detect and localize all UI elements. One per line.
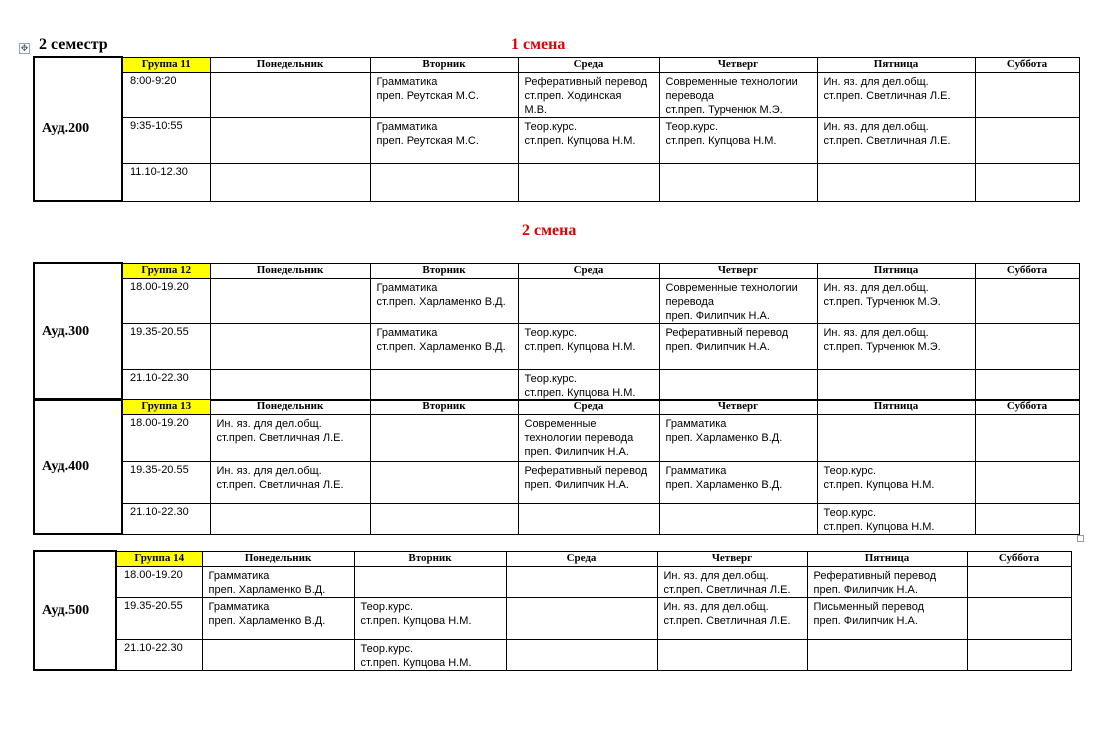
class-cell[interactable]	[975, 117, 1079, 163]
schedule-row	[34, 414, 1079, 461]
time-slot: 18.00-19.20	[122, 278, 210, 323]
class-cell[interactable]	[975, 414, 1079, 461]
time-slot: 18.00-19.20	[116, 566, 202, 597]
class-cell[interactable]	[210, 323, 370, 369]
class-cell[interactable]	[967, 566, 1071, 597]
class-cell-line: ст.преп. Светличная Л.Е.	[823, 134, 951, 147]
class-cell-line: Письменный перевод	[813, 600, 925, 613]
class-cell[interactable]	[975, 503, 1079, 534]
class-cell[interactable]	[506, 639, 657, 670]
class-cell-line: преп. Филипчик Н.А.	[524, 478, 629, 491]
class-cell-line: Современные технологии	[665, 75, 798, 88]
class-cell-line: Грамматика	[376, 281, 438, 294]
class-cell[interactable]	[210, 72, 370, 117]
resize-handle-icon[interactable]	[1077, 535, 1084, 542]
class-cell-line: Ин. яз. для дел.общ.	[663, 569, 769, 582]
schedule-row	[34, 72, 1079, 117]
class-cell[interactable]	[975, 72, 1079, 117]
class-cell[interactable]	[817, 414, 975, 461]
time-slot: 19.35-20.55	[122, 323, 210, 369]
group-label: Группа 11	[122, 57, 210, 72]
class-cell[interactable]	[370, 72, 518, 117]
class-cell-line: преп. Филипчик Н.А.	[665, 340, 770, 353]
time-slot: 11.10-12.30	[122, 163, 210, 201]
time-slot: 21.10-22.30	[122, 369, 210, 400]
class-cell[interactable]	[354, 597, 506, 639]
group-label: Группа 13	[122, 399, 210, 414]
class-cell-line: перевода	[665, 89, 714, 102]
shift-1-title: 1 смена	[511, 36, 566, 53]
class-cell[interactable]	[202, 597, 354, 639]
class-cell-line: ст.преп. Светличная Л.Е.	[216, 478, 344, 491]
schedule-row	[34, 369, 1079, 400]
class-cell[interactable]	[659, 414, 817, 461]
day-header: Пятница	[817, 263, 975, 278]
class-cell[interactable]	[518, 278, 659, 323]
class-cell[interactable]	[518, 323, 659, 369]
day-header: Понедельник	[210, 57, 370, 72]
class-cell[interactable]	[817, 369, 975, 400]
class-cell[interactable]	[518, 117, 659, 163]
schedule-row	[34, 461, 1079, 503]
schedule-table	[33, 398, 1080, 535]
class-cell[interactable]	[210, 369, 370, 400]
day-header: Вторник	[370, 399, 518, 414]
class-cell-line: Грамматика	[376, 326, 438, 339]
class-cell-line: преп. Филипчик Н.А.	[524, 445, 629, 458]
class-cell[interactable]	[210, 414, 370, 461]
class-cell[interactable]	[807, 597, 967, 639]
class-cell[interactable]	[657, 639, 807, 670]
class-cell-line: преп. Реутская М.С.	[376, 89, 479, 102]
time-slot: 18.00-19.20	[122, 414, 210, 461]
class-cell-line: ст.преп. Харламенко В.Д.	[376, 295, 506, 308]
schedule-table	[33, 550, 1072, 671]
day-header: Среда	[518, 263, 659, 278]
class-cell-line: Реферативный перевод	[665, 326, 789, 339]
class-cell-line: ст.преп. Светличная Л.Е.	[216, 431, 344, 444]
day-header: Пятница	[817, 57, 975, 72]
day-header: Суббота	[975, 57, 1079, 72]
class-cell[interactable]	[657, 597, 807, 639]
class-cell-line: ст.преп. Светличная Л.Е.	[823, 89, 951, 102]
class-cell[interactable]	[659, 278, 817, 323]
time-slot: 8:00-9:20	[122, 72, 210, 117]
class-cell-line: Ин. яз. для дел.общ.	[823, 120, 929, 133]
move-handle-icon[interactable]: ✥	[20, 44, 29, 54]
class-cell[interactable]	[518, 369, 659, 400]
class-cell[interactable]	[975, 461, 1079, 503]
auditorium-label: Ауд.300	[34, 263, 122, 400]
class-cell[interactable]	[370, 163, 518, 201]
class-cell[interactable]	[518, 461, 659, 503]
class-cell[interactable]	[518, 72, 659, 117]
day-header: Четверг	[659, 263, 817, 278]
day-header: Вторник	[370, 263, 518, 278]
schedule-row	[34, 163, 1079, 201]
class-cell[interactable]	[659, 163, 817, 201]
class-cell[interactable]	[518, 163, 659, 201]
class-cell-line: ст.преп. Светличная Л.Е.	[663, 583, 791, 596]
class-cell[interactable]	[659, 323, 817, 369]
class-cell[interactable]	[370, 117, 518, 163]
class-cell[interactable]	[817, 72, 975, 117]
class-cell-line: Грамматика	[208, 569, 270, 582]
class-cell[interactable]	[370, 278, 518, 323]
class-cell-line: Ин. яз. для дел.общ.	[823, 326, 929, 339]
class-cell-line: ст.преп. Светличная Л.Е.	[663, 614, 791, 627]
class-cell-line: Теор.курс.	[524, 120, 577, 133]
class-cell[interactable]	[354, 566, 506, 597]
time-slot: 19.35-20.55	[122, 461, 210, 503]
schedule-table	[33, 56, 1080, 202]
class-cell-line: преп. Харламенко В.Д.	[665, 431, 783, 444]
class-cell-line: Теор.курс.	[360, 600, 413, 613]
class-cell-line: Современные	[524, 417, 597, 430]
day-header: Понедельник	[210, 399, 370, 414]
class-cell[interactable]	[975, 278, 1079, 323]
class-cell-line: преп. Реутская М.С.	[376, 134, 479, 147]
class-cell-line: ст.преп. Купцова Н.М.	[823, 478, 935, 491]
day-header: Среда	[506, 551, 657, 566]
auditorium-label: Ауд.500	[34, 551, 116, 670]
class-cell[interactable]	[817, 323, 975, 369]
schedule-row	[34, 597, 1071, 639]
class-cell[interactable]	[975, 369, 1079, 400]
group-label: Группа 12	[122, 263, 210, 278]
class-cell-line: Ин. яз. для дел.общ.	[663, 600, 769, 613]
class-cell[interactable]	[967, 639, 1071, 670]
class-cell[interactable]	[370, 461, 518, 503]
time-slot: 21.10-22.30	[122, 503, 210, 534]
class-cell-line: ст.преп. Ходинская	[524, 89, 622, 102]
class-cell-line: Грамматика	[376, 75, 438, 88]
class-cell-line: перевода	[665, 295, 714, 308]
class-cell-line: ст.преп. Купцова Н.М.	[524, 134, 636, 147]
auditorium-label: Ауд.200	[34, 57, 122, 201]
class-cell-line: ст.преп. Турченюк М.Э.	[665, 103, 783, 116]
class-cell[interactable]	[210, 163, 370, 201]
class-cell[interactable]	[807, 639, 967, 670]
class-cell-line: Теор.курс.	[524, 326, 577, 339]
semester-title: 2 семестр	[39, 36, 108, 53]
class-cell-line: ст.преп. Харламенко В.Д.	[376, 340, 506, 353]
class-cell[interactable]	[370, 503, 518, 534]
class-cell[interactable]	[817, 461, 975, 503]
class-cell-line: Теор.курс.	[360, 642, 413, 655]
day-header: Среда	[518, 399, 659, 414]
class-cell[interactable]	[659, 369, 817, 400]
class-cell[interactable]	[202, 566, 354, 597]
class-cell[interactable]	[354, 639, 506, 670]
schedule-row	[34, 639, 1071, 670]
class-cell-line: М.В.	[524, 103, 548, 116]
class-cell-line: Грамматика	[208, 600, 270, 613]
class-cell[interactable]	[659, 72, 817, 117]
class-cell-line: Реферативный перевод	[524, 464, 648, 477]
class-cell-line: преп. Филипчик Н.А.	[665, 309, 770, 322]
class-cell[interactable]	[210, 503, 370, 534]
day-header: Суббота	[967, 551, 1071, 566]
day-header: Пятница	[817, 399, 975, 414]
class-cell-line: технологии перевода	[524, 431, 634, 444]
day-header: Вторник	[370, 57, 518, 72]
class-cell[interactable]	[210, 461, 370, 503]
schedule-row	[34, 566, 1071, 597]
day-header: Четверг	[659, 399, 817, 414]
class-cell[interactable]	[210, 117, 370, 163]
class-cell[interactable]	[967, 597, 1071, 639]
class-cell-line: Ин. яз. для дел.общ.	[216, 464, 322, 477]
schedule-row	[34, 323, 1079, 369]
time-slot: 19.35-20.55	[116, 597, 202, 639]
class-cell[interactable]	[370, 414, 518, 461]
class-cell-line: Реферативный перевод	[813, 569, 937, 582]
class-cell-line: ст.преп. Купцова Н.М.	[524, 340, 636, 353]
class-cell[interactable]	[817, 117, 975, 163]
shift-2-title: 2 смена	[522, 222, 577, 239]
class-cell[interactable]	[807, 566, 967, 597]
class-cell-line: Теор.курс.	[823, 464, 876, 477]
schedule-table	[33, 262, 1080, 401]
class-cell-line: ст.преп. Купцова Н.М.	[823, 520, 935, 533]
class-cell[interactable]	[506, 597, 657, 639]
day-header: Суббота	[975, 399, 1079, 414]
class-cell[interactable]	[202, 639, 354, 670]
day-header: Четверг	[657, 551, 807, 566]
class-cell-line: Ин. яз. для дел.общ.	[823, 281, 929, 294]
class-cell-line: ст.преп. Купцова Н.М.	[524, 386, 636, 399]
class-cell[interactable]	[817, 278, 975, 323]
class-cell[interactable]	[659, 503, 817, 534]
class-cell[interactable]	[657, 566, 807, 597]
day-header: Понедельник	[202, 551, 354, 566]
class-cell-line: преп. Филипчик Н.А.	[813, 614, 918, 627]
class-cell-line: Реферативный перевод	[524, 75, 648, 88]
class-cell-line: Теор.курс.	[823, 506, 876, 519]
class-cell-line: ст.преп. Купцова Н.М.	[360, 614, 472, 627]
class-cell[interactable]	[506, 566, 657, 597]
day-header: Суббота	[975, 263, 1079, 278]
class-cell-line: ст.преп. Купцова Н.М.	[665, 134, 777, 147]
class-cell[interactable]	[518, 414, 659, 461]
day-header: Понедельник	[210, 263, 370, 278]
class-cell-line: Грамматика	[665, 464, 727, 477]
class-cell-line: Грамматика	[376, 120, 438, 133]
class-cell[interactable]	[518, 503, 659, 534]
class-cell-line: преп. Харламенко В.Д.	[208, 614, 326, 627]
class-cell[interactable]	[817, 503, 975, 534]
class-cell-line: Теор.курс.	[524, 372, 577, 385]
class-cell-line: Современные технологии	[665, 281, 798, 294]
class-cell-line: преп. Харламенко В.Д.	[665, 478, 783, 491]
class-cell[interactable]	[975, 323, 1079, 369]
day-header: Среда	[518, 57, 659, 72]
class-cell[interactable]	[659, 117, 817, 163]
class-cell[interactable]	[975, 163, 1079, 201]
schedule-row	[34, 503, 1079, 534]
class-cell[interactable]	[210, 278, 370, 323]
day-header: Пятница	[807, 551, 967, 566]
class-cell[interactable]	[370, 369, 518, 400]
class-cell-line: Ин. яз. для дел.общ.	[216, 417, 322, 430]
class-cell[interactable]	[817, 163, 975, 201]
time-slot: 9:35-10:55	[122, 117, 210, 163]
class-cell-line: Ин. яз. для дел.общ.	[823, 75, 929, 88]
schedule-row	[34, 117, 1079, 163]
class-cell-line: Грамматика	[665, 417, 727, 430]
class-cell-line: ст.преп. Турченюк М.Э.	[823, 295, 941, 308]
day-header: Вторник	[354, 551, 506, 566]
day-header: Четверг	[659, 57, 817, 72]
group-label: Группа 14	[116, 551, 202, 566]
auditorium-label: Ауд.400	[34, 399, 122, 534]
time-slot: 21.10-22.30	[116, 639, 202, 670]
class-cell-line: Теор.курс.	[665, 120, 718, 133]
class-cell[interactable]	[659, 461, 817, 503]
class-cell-line: ст.преп. Купцова Н.М.	[360, 656, 472, 669]
class-cell-line: преп. Харламенко В.Д.	[208, 583, 326, 596]
schedule-row	[34, 278, 1079, 323]
class-cell[interactable]	[370, 323, 518, 369]
class-cell-line: преп. Филипчик Н.А.	[813, 583, 918, 596]
class-cell-line: ст.преп. Турченюк М.Э.	[823, 340, 941, 353]
